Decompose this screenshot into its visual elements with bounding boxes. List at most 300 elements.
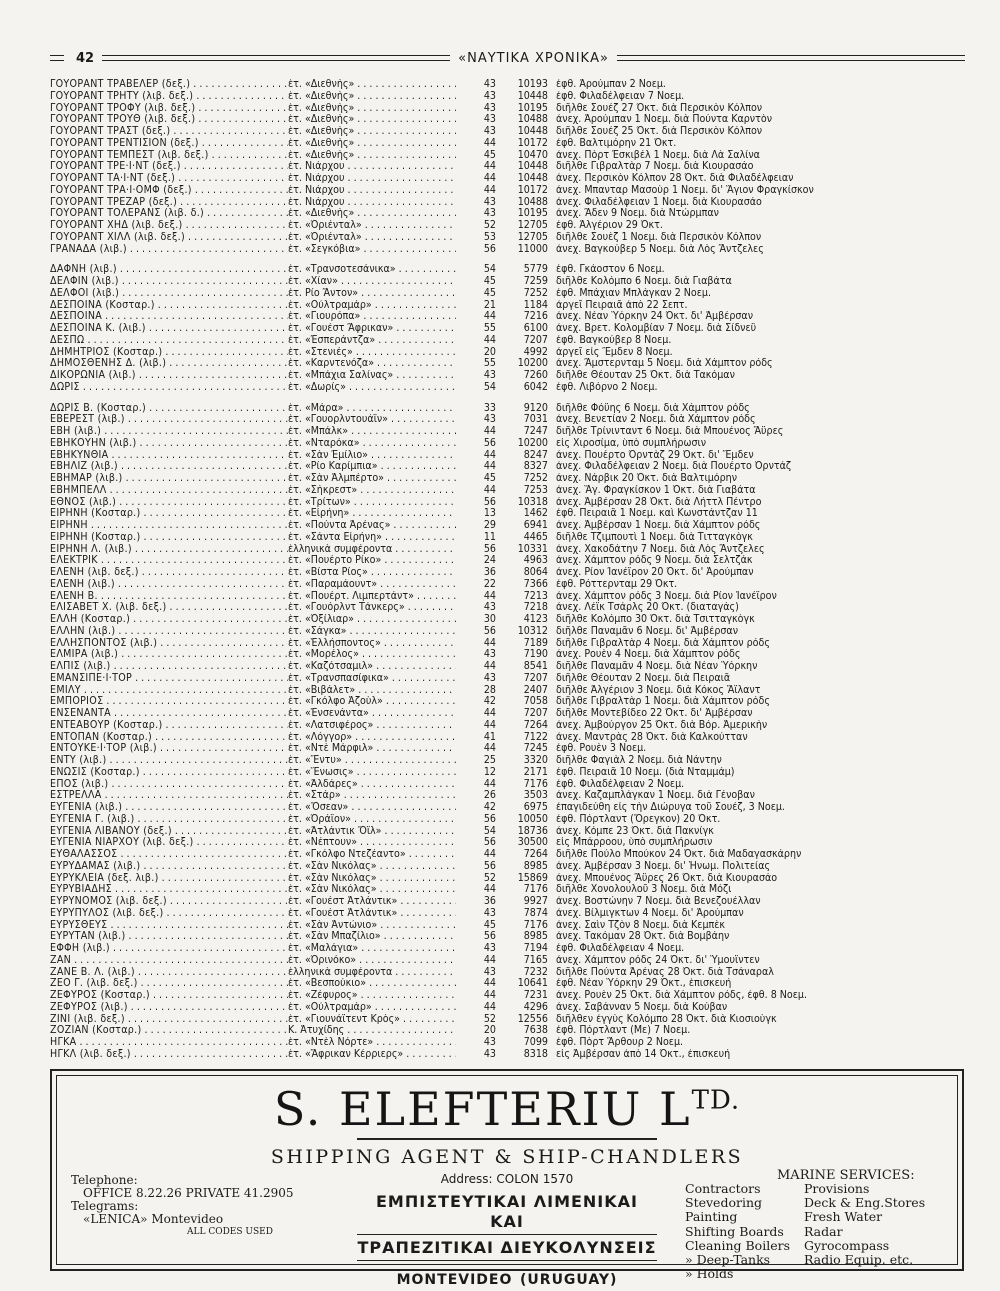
ship-register: 7207	[523, 333, 548, 346]
ship-owner: ἑτ. «Τρανσοτεσάνικα» . . .	[288, 264, 456, 276]
ship-tonnage: 43	[483, 942, 496, 954]
ship-owner: ἑτ. «Σεγκόβια» . . .	[288, 244, 456, 256]
ship-name: ΕΙΡΗΝΗ . . .	[50, 520, 288, 532]
ship-tonnage: 20	[483, 1024, 496, 1037]
ship-register: 9927	[523, 895, 548, 907]
ship-tonnage: 55	[483, 322, 496, 334]
company-name	[57, 1082, 957, 1136]
ship-movement: ἐφθ. Ἀρούμπαν 2 Νοεμ.	[556, 79, 666, 90]
ship-register: 7260	[523, 369, 548, 381]
city-line	[357, 1267, 657, 1289]
ship-register: 8985	[523, 859, 548, 872]
ship-tonnage: 43	[483, 207, 496, 220]
ship-movement: διῆλθε Σουέζ 25 Ὀκτ. διὰ Περσικὸν Κόλπον	[556, 126, 763, 137]
ship-movement: ἀνεχ. Ἀμβούργον 25 Ὀκτ. διὰ Βόρ. Ἀμερικὴν	[556, 719, 768, 731]
ship-tonnage: 54	[483, 263, 496, 276]
ship-tonnage: 44	[483, 977, 496, 990]
table-row	[50, 696, 965, 708]
table-row	[50, 591, 965, 603]
ship-tonnage: 44	[483, 425, 496, 437]
ship-tonnage: 43	[483, 113, 496, 126]
ship-tonnage: 44	[483, 483, 496, 496]
service-item: Stevedoring	[685, 1195, 762, 1211]
ship-movement: διῆλθε Θέουταν 2 Νοεμ. διὰ Πειραιᾶ	[556, 672, 731, 684]
services-left-column	[685, 1182, 790, 1281]
ship-name: ΕΝΤΟΥΚΕ·Ι·ΤΟΡ (λιβ.) . . .	[50, 743, 288, 755]
table-row	[50, 614, 965, 626]
service-item: Painting	[685, 1209, 738, 1225]
ship-name: ΕΥΓΕΝΙΑ ΝΙΑΡΧΟΥ (λιβ. δεξ.) . . .	[50, 837, 288, 849]
ship-tonnage: 56	[483, 836, 496, 849]
ship-name: ΓΟΥΟΡΑΝΤ ΤΡΕΖΑΡ (δεξ.) . . .	[50, 197, 288, 209]
ship-tonnage: 44	[483, 848, 496, 860]
table-row	[50, 732, 965, 744]
ship-register: 7252	[523, 472, 548, 484]
ship-movement: ἐφθ. Πόρτλαντ (Με) 7 Νοεμ.	[556, 1025, 691, 1037]
ship-movement: ἀνεχ. Βενετίαν 2 Νοεμ. διὰ Χάμπτον ρόδς	[556, 414, 756, 426]
ship-name: ΕΛΛΗΣΠΟΝΤΟΣ (λιβ.) . . .	[50, 638, 288, 650]
ship-tonnage: 44	[483, 636, 496, 649]
ship-name: ΕΙΡΗΝΗ (Κοσταρ.) . . .	[50, 508, 288, 520]
ship-name: ΕΜΑΝΣΙΠΕ·Ι·ΤΟΡ . . .	[50, 673, 288, 685]
table-row	[50, 673, 965, 685]
ship-register: 6941	[523, 519, 548, 531]
ship-movement: διῆλθε Παναμᾶν 4 Νοεμ. διὰ Νέαν Ὑόρκην	[556, 661, 758, 672]
ship-owner: ἑτ. «Διεθνὴς» . . .	[288, 91, 456, 103]
ship-movement: διῆλθε Φόϋης 6 Νοεμ. διὰ Χάμπτον ρόδς	[556, 402, 750, 414]
ship-owner: Κ. Ἀτυχίδης . . .	[288, 1025, 456, 1037]
table-row	[50, 626, 965, 638]
ship-owner: ἑτ. «Διεθνὴς» . . .	[288, 126, 456, 138]
ship-owner: ἑτ. «Στάρ» . . .	[288, 790, 456, 802]
ship-register: 1184	[523, 298, 548, 311]
ship-name: ΔΑΦΝΗ (λιβ.) . . .	[50, 264, 288, 276]
ship-name: ΕΙΡΗΝΗ (Κοσταρ.) . . .	[50, 532, 288, 544]
ship-owner: ἑτ. «Σὰν Ἀντώνιο» . . .	[288, 920, 456, 932]
ship-name: ΕΥΡΥΤΑΝ (λιβ.) . . .	[50, 931, 288, 943]
ship-tonnage: 56	[483, 930, 496, 943]
service-item: Shifting Boards	[685, 1223, 784, 1239]
ship-tonnage: 43	[483, 965, 496, 978]
page-number: 42	[76, 50, 95, 66]
ship-register: 10050	[517, 812, 548, 825]
ship-name: ΕΛΙΣΑΒΕΤ Χ. (λιβ. δεξ.) . . .	[50, 602, 288, 614]
ship-owner: ἑτ. «Σάγκα» . . .	[288, 626, 456, 638]
ship-name: ΔΩΡΙΣ . . .	[50, 382, 288, 394]
ship-tonnage: 13	[483, 507, 496, 520]
ship-name: ΕΜΠΟΡΙΟΣ . . .	[50, 696, 288, 708]
table-row	[50, 779, 965, 791]
ship-owner: ἑτ. «Βιβάλετ» . . .	[288, 685, 456, 697]
ship-register: 3320	[523, 754, 548, 766]
ship-owner: ἑτ. «Ρίο Καρίμπια» . . .	[288, 461, 456, 473]
table-row	[50, 161, 965, 173]
ship-name: ΔΙΚΟΡΩΝΙΑ (λιβ.) . . .	[50, 370, 288, 382]
ship-owner: ἑτ. «Ὄσεαν» . . .	[288, 802, 456, 814]
ship-name: ΕΥΘΑΛΑΣΣΟΣ . . .	[50, 849, 288, 861]
ship-name: ΓΟΥΟΡΑΝΤ ΤΡΑΒΕΛΕΡ (δεξ.) . . .	[50, 79, 288, 91]
ship-register: 10448	[517, 160, 548, 173]
ship-list	[50, 79, 965, 1061]
ship-movement: διῆλθεν ἐγγὺς Κολόμπο 28 Ὀκτ. διὰ Κιοσιοὺγκ	[556, 1013, 777, 1025]
ship-movement: ἀνεχ. Σαὶν Τζὸν 8 Νοεμ. διὰ Κεμπὲκ	[556, 919, 726, 931]
ship-owner: ἑτ. «Γουέστ Ἄφρικαν» . . .	[288, 323, 456, 335]
ship-name: ΕΥΓΕΝΙΑ (λιβ.) . . .	[50, 802, 288, 814]
ship-movement: ἀνεχ. Ἄμστερνταμ 5 Νοεμ. διὰ Χάμπτον ρόδς	[556, 358, 773, 370]
table-row	[50, 485, 965, 497]
ship-name: ΔΕΛΦΙΝ (λιβ.) . . .	[50, 276, 288, 288]
ship-register: 4123	[523, 613, 548, 625]
service-item: Contractors	[685, 1181, 761, 1196]
ship-register: 18736	[517, 824, 548, 837]
table-row	[50, 150, 965, 162]
ship-owner: ἑλληνικὰ συμφέροντα . . .	[288, 967, 456, 979]
table-row	[50, 579, 965, 591]
ship-movement: ἀνεχ. Φιλαδέλφειαν 2 Νοεμ. διὰ Πουέρτο Ὀρντάζ	[556, 461, 792, 473]
table-row	[50, 649, 965, 661]
ship-movement: ἀνεχ. Ἀμβέρσαν 3 Νοεμ. δι' Ἡνωμ. Πολιτείας	[556, 860, 771, 872]
header-rule-right	[617, 55, 965, 61]
ship-movement: ἀνεχ. Καζαμπλάγκαν 1 Νοεμ. διὰ Γένοβαν	[556, 790, 755, 802]
service-item: Fresh Water	[803, 1209, 883, 1225]
greek-line-2: ΤΡΑΠΕΖΙΤΙΚΑΙ ΔΙΕΥΚΟΛΥΝΣΕΙΣ	[357, 1238, 657, 1261]
ship-owner: ἑτ. «Σάντα Εἰρήνη» . . .	[288, 532, 456, 544]
ship-register: 7207	[523, 707, 548, 719]
ship-movement: ἀνεχ. Φιλαδέλφειαν 1 Νοεμ. διὰ Κιουρασάο	[556, 196, 762, 208]
ship-register: 7213	[523, 589, 548, 602]
service-item: » Holds	[685, 1266, 734, 1282]
table-row	[50, 1025, 965, 1037]
ship-name: ΖΕΟ Γ. (λιβ. δεξ.) . . .	[50, 978, 288, 990]
ship-tonnage: 22	[483, 577, 496, 590]
ship-name: ΕΥΓΕΝΙΑ ΛΙΒΑΝΟΥ (δεξ.) . . .	[50, 826, 288, 838]
ship-register: 7176	[523, 777, 548, 790]
ship-tonnage: 43	[483, 89, 496, 102]
table-row	[50, 814, 965, 826]
table-row	[50, 920, 965, 932]
ship-name: ΕΝΤΕΑΒΟΥΡ (Κοσταρ.) . . .	[50, 720, 288, 732]
ship-name: ΕΥΡΥΚΛΕΙΑ (δεξ. λιβ.) . . .	[50, 873, 288, 885]
ship-register: 10193	[517, 78, 548, 90]
ship-owner: ἑτ. «Μάρα» . . .	[288, 403, 456, 415]
table-row	[50, 497, 965, 509]
table-row	[50, 861, 965, 873]
table-row	[50, 473, 965, 485]
ship-name: ΕΒΗΚΟΥΗΝ (λιβ.) . . .	[50, 438, 288, 450]
ship-register: 10200	[517, 357, 548, 370]
ship-register: 7190	[523, 648, 548, 661]
service-item: Gyrocompass	[803, 1237, 890, 1253]
ship-register: 7264	[523, 848, 548, 860]
ship-name: ΗΓΚΑ . . .	[50, 1037, 288, 1049]
ship-owner: ἑτ. Ρίο Ἄντον» . . .	[288, 288, 456, 300]
ship-register: 7176	[523, 883, 548, 896]
table-row	[50, 138, 965, 150]
ship-owner: ἑτ. «Γουόρλντ Τάνκερς» . . .	[288, 602, 456, 614]
company-underline	[357, 1138, 657, 1140]
ship-name: ΕΦΦΗ (λιβ.) . . .	[50, 943, 288, 955]
ship-movement: ἐφθ. Πὸρτ Ἄρθουρ 2 Νοεμ.	[556, 1037, 684, 1048]
table-row	[50, 896, 965, 908]
ship-movement: διῆλθε Μοντεβίδεο 22 Ὀκτ. δι' Ἀμβέρσαν	[556, 708, 753, 719]
ship-owner: ἑτ. «Μπάλκ» . . .	[288, 426, 456, 438]
ship-movement: εἰς Μπάρροου, ὑπὸ συμπλήρωσιν	[556, 837, 713, 849]
table-row	[50, 197, 965, 209]
ship-movement: διῆλθε Παναμᾶν 6 Νοεμ. δι' Ἀμβέρσαν	[556, 625, 739, 637]
ship-tonnage: 20	[483, 345, 496, 358]
ship-owner: ἑτ. «Τρίτων» . . .	[288, 497, 456, 509]
ship-movement: ἐφθ. Πόρτλαντ (Ὄρεγκον) 20 Ὀκτ.	[556, 813, 721, 825]
ship-name: ΕΥΡΥΣΘΕΥΣ . . .	[50, 920, 288, 932]
ship-name: ΓΟΥΟΡΑΝΤ ΤΡΕ·Ι·ΝΤ (δεξ.) . . .	[50, 161, 288, 173]
ship-name: ΕΒΗΜΠΕΛΛ . . .	[50, 485, 288, 497]
ship-owner: ἑτ. Νιάρχου . . .	[288, 197, 456, 209]
ship-name: ΕΝΤΥ (λιβ.) . . .	[50, 755, 288, 767]
ship-name: ΔΕΛΦΟΙ (λιβ.) . . .	[50, 288, 288, 300]
ship-register: 10470	[517, 148, 548, 161]
telegrams-label: Telegrams:	[71, 1199, 139, 1213]
ship-movement: εἰς Χιροσίμα, ὑπὸ συμπλήρωσιν	[556, 437, 707, 449]
ship-movement: διῆλθε Γιβραλτὰρ 4 Νοεμ. διὰ Χάμπτον ρόδς	[556, 637, 770, 649]
service-item: Radar	[803, 1223, 843, 1239]
header-rule-middle	[102, 55, 450, 61]
ship-name: ΕΒΗΜΑΡ (λιβ.) . . .	[50, 473, 288, 485]
ship-name: ΓΟΥΟΡΑΝΤ ΤΡΟΦΥ (λιβ. δεξ.) . . .	[50, 103, 288, 115]
table-row	[50, 661, 965, 673]
ship-tonnage: 53	[483, 230, 496, 243]
table-row	[50, 414, 965, 426]
table-row	[50, 264, 965, 276]
ship-register: 4963	[523, 554, 548, 567]
ship-register: 10448	[517, 172, 548, 184]
ship-register: 7232	[523, 965, 548, 978]
company-suffix: TD.	[691, 1085, 741, 1116]
ship-register: 8541	[523, 660, 548, 672]
ship-movement: διῆλθε Τζιμπουτὶ 1 Νοεμ. διὰ Τιτταγκὸγκ	[556, 531, 753, 543]
ship-movement: ἐφθ. Φιλαδέλφειαν 7 Νοεμ.	[556, 90, 685, 102]
ship-movement: ἀνεχ. Λέϊκ Τσάρλς 20 Ὀκτ. (διαταγάς)	[556, 602, 739, 614]
ship-tonnage: 43	[483, 101, 496, 114]
ship-name: ΕΝΩΣΙΣ (Κοσταρ.) . . .	[50, 767, 288, 779]
ship-tonnage: 43	[483, 1047, 496, 1060]
ship-owner: ἑτ. «Ἐνσενάντα» . . .	[288, 708, 456, 720]
ship-name: ΕΛΕΝΗ (λιβ. δεξ.) . . .	[50, 567, 288, 579]
ship-movement: ἀνεχ. Πουέρτο Ὀρντὰζ 29 Ὀκτ. δι' Ἔμδεν	[556, 449, 754, 461]
table-row	[50, 508, 965, 520]
table-row	[50, 173, 965, 185]
table-row	[50, 708, 965, 720]
ship-owner: ἑτ. «Γουέστ Ἀτλάντικ» . . .	[288, 908, 456, 920]
ship-movement: ἐφθ. Νέαν Ὑόρκην 29 Ὀκτ., ἐπισκευή	[556, 978, 732, 990]
ship-register: 2407	[523, 683, 548, 696]
ship-register: 12705	[517, 230, 548, 243]
ship-tonnage: 52	[483, 1012, 496, 1025]
ship-tonnage: 45	[483, 472, 496, 484]
ship-owner: ἑτ. «Σὰν Νικόλας» . . .	[288, 884, 456, 896]
magazine-title: «ΝΑΥΤΙΚΑ ΧΡΟΝΙΚΑ»	[458, 50, 609, 66]
ship-tonnage: 42	[483, 801, 496, 813]
ship-name: ΔΕΣΠΟΙΝΑ . . .	[50, 311, 288, 323]
table-row	[50, 567, 965, 579]
ship-owner: ἑτ. «Σὰν Νικόλας» . . .	[288, 873, 456, 885]
table-row	[50, 1037, 965, 1049]
ship-tonnage: 43	[483, 601, 496, 614]
ship-register: 12705	[517, 219, 548, 231]
ship-register: 6975	[523, 801, 548, 813]
ship-tonnage: 45	[483, 286, 496, 299]
ship-name: ΕΠΟΣ (λιβ.) . . .	[50, 779, 288, 791]
ship-owner: ἑτ. «Διεθνὴς» . . .	[288, 79, 456, 91]
ship-register: 4465	[523, 530, 548, 543]
ship-tonnage: 44	[483, 742, 496, 755]
ship-register: 6100	[523, 322, 548, 334]
ship-owner: ἑτ. «Ζέφυρος» . . .	[288, 990, 456, 1002]
ship-tonnage: 30	[483, 613, 496, 625]
ship-tonnage: 43	[483, 125, 496, 137]
ship-owner: ἑτ. «Ὀράϊον» . . .	[288, 814, 456, 826]
ship-register: 7218	[523, 601, 548, 614]
ship-movement: ἀνεχ. Κόμπε 23 Ὀκτ. διὰ Πακνίγκ	[556, 825, 714, 837]
ship-movement: ἀνεχ. Σαβάνναν 5 Νοεμ. διὰ Κούβαν	[556, 1001, 728, 1013]
ship-owner: ἑτ. «Χίαν» . . .	[288, 276, 456, 288]
ship-register: 8064	[523, 566, 548, 578]
page-header	[50, 45, 965, 71]
table-row	[50, 103, 965, 115]
ship-register: 7264	[523, 718, 548, 731]
ship-owner: ἑλληνικὰ συμφέροντα . . .	[288, 544, 456, 556]
table-row	[50, 943, 965, 955]
ship-movement: ἀνεχ. Χακοδάτην 7 Νοεμ. διὰ Λὸς Ἄντζελες	[556, 543, 765, 555]
ship-name: ΖΕΦΥΡΟΣ (Κοσταρ.) . . .	[50, 990, 288, 1002]
ship-tonnage: 44	[483, 883, 496, 896]
ship-tonnage: 56	[483, 859, 496, 872]
ship-movement: ἀργεῖ εἰς Ἔμδεν 8 Νοεμ.	[556, 346, 673, 358]
ship-tonnage: 45	[483, 918, 496, 931]
ship-tonnage: 44	[483, 707, 496, 719]
ship-tonnage: 45	[483, 275, 496, 287]
table-row	[50, 931, 965, 943]
ship-tonnage: 12	[483, 765, 496, 778]
ship-register: 10195	[517, 101, 548, 114]
ship-owner: ἑτ. «Βίστα Ρίος» . . .	[288, 567, 456, 579]
ship-name: ΕΛΕΚΤΡΙΚ . . .	[50, 555, 288, 567]
ship-name: ΕΥΡΥΒΙΑΔΗΣ . . .	[50, 884, 288, 896]
ship-tonnage: 44	[483, 183, 496, 196]
ship-owner: ἑτ. «Ἀλδάρες» . . .	[288, 779, 456, 791]
ship-tonnage: 21	[483, 298, 496, 311]
ship-movement: ἀνεχ. Πὸρτ Ἐσκιβέλ 1 Νοεμ. διὰ Λὰ Σαλίνα	[556, 149, 760, 161]
ship-name: ΕΥΡΥΝΟΜΟΣ (λιβ. δεξ.) . . .	[50, 896, 288, 908]
ship-movement: ἀνεχ. Τακόμαν 28 Ὀκτ. διὰ Βομβάην	[556, 931, 730, 943]
ship-tonnage: 56	[483, 436, 496, 449]
ship-movement: ἀργεῖ Πειραιᾶ ἀπὸ 22 Σεπτ.	[556, 299, 688, 311]
ship-owner: ἑτ. «Διεθνὴς» . . .	[288, 138, 456, 150]
ship-register: 7253	[523, 483, 548, 496]
ship-tonnage: 43	[483, 413, 496, 426]
ship-name: ΕΘΝΟΣ (λιβ.) . . .	[50, 497, 288, 509]
ship-movement: ἐφθ. Φιλαδέλφειαν 2 Νοεμ.	[556, 778, 685, 790]
ship-register: 8247	[523, 448, 548, 461]
ship-tonnage: 56	[483, 624, 496, 637]
ship-owner: ἑτ. «Δωρίς» . . .	[288, 382, 456, 394]
ship-tonnage: 42	[483, 695, 496, 708]
table-row	[50, 382, 965, 394]
ship-register: 7165	[523, 953, 548, 966]
table-row	[50, 220, 965, 232]
ship-register: 4296	[523, 1000, 548, 1013]
services-list	[685, 1182, 960, 1281]
ship-owner: ἑτ. «Σὴκρεστ» . . .	[288, 485, 456, 497]
ship-name: ΕΥΡΥΔΑΜΑΣ (λιβ.) . . .	[50, 861, 288, 873]
ship-owner: ἑτ. «Παραμάουντ» . . .	[288, 579, 456, 591]
ship-movement: ἐφθ. Μπάχιαν Μπλάγκαν 2 Νοεμ.	[556, 287, 711, 299]
ship-tonnage: 44	[483, 1000, 496, 1013]
table-row	[50, 685, 965, 697]
ship-owner: ἑτ. «Γουορλντουάϊν» . . .	[288, 414, 456, 426]
ship-tonnage: 56	[483, 812, 496, 825]
table-row	[50, 978, 965, 990]
ship-owner: ἑτ. «Σὰν Ἀλμπέρτο» . . .	[288, 473, 456, 485]
ship-name: ΔΩΡΙΣ Β. (Κοσταρ.) . . .	[50, 403, 288, 415]
ship-movement: διῆλθε Σουέζ 27 Ὀκτ. διὰ Περσικὸν Κόλπον	[556, 102, 763, 114]
ship-movement: ἐφθ. Φιλαδέλφειαν 4 Νοεμ.	[556, 943, 685, 954]
table-row	[50, 884, 965, 896]
ship-movement: διῆλθε Τρίνινταντ 6 Νοεμ. διὰ Μπουένος Ἄϋρες	[556, 426, 784, 437]
ship-movement: ἐφθ. Βαγκούβερ 8 Νοεμ.	[556, 334, 672, 346]
ship-owner: ἑτ. «Ἐσπεράντζα» . . .	[288, 335, 456, 347]
advertisement	[50, 1069, 964, 1288]
ship-register: 8985	[523, 930, 548, 943]
table-row	[50, 311, 965, 323]
table-row	[50, 908, 965, 920]
ship-owner: ἑτ. «Ἕνωσις» . . .	[288, 767, 456, 779]
ship-name: ΔΗΜΗΤΡΙΟΣ (Κοσταρ.) . . .	[50, 347, 288, 359]
page	[50, 45, 965, 1061]
ship-tonnage: 54	[483, 380, 496, 393]
ship-register: 7216	[523, 310, 548, 323]
ship-tonnage: 44	[483, 172, 496, 184]
ship-owner: ἑτ. «Ὀρινόκο» . . .	[288, 955, 456, 967]
ship-name: ΗΓΚΛ (λιβ. δεξ.) . . .	[50, 1049, 288, 1061]
ship-register: 10488	[517, 113, 548, 126]
table-row	[50, 461, 965, 473]
ship-owner: ἑτ. «Μπάχια Σαλίνας» . . .	[288, 370, 456, 382]
table-row	[50, 91, 965, 103]
ship-tonnage: 36	[483, 566, 496, 578]
advertisement-frame	[56, 1075, 958, 1288]
table-row	[50, 1049, 965, 1061]
ship-name: ΓΟΥΟΡΑΝΤ ΤΡΗΤΥ (λιβ. δεξ.) . . .	[50, 91, 288, 103]
ship-name: ΔΗΜΟΣΘΕΝΗΣ Δ. (λιβ.) . . .	[50, 358, 288, 370]
company-subtitle: SHIPPING AGENT & SHIP-CHANDLERS	[270, 1146, 744, 1168]
ship-register: 7366	[523, 577, 548, 590]
ship-movement: ἀνεχ. Ἀμβέρσαν 1 Νοεμ. διὰ Χάμπτον ρόδς	[556, 520, 761, 531]
ship-movement: ἀνεχ. Χάμπτον ρόδς 9 Νοεμ. διὰ Σελτζάκ	[556, 555, 753, 567]
ship-owner: ἑτ. «Ὀριένταλ» . . .	[288, 220, 456, 232]
ship-name: ΕΛΕΝΗ (λιβ.) . . .	[50, 579, 288, 591]
table-row	[50, 438, 965, 450]
ship-register: 6042	[523, 380, 548, 393]
ship-owner: ἑτ. «Διεθνὴς» . . .	[288, 150, 456, 162]
ship-owner: ἑτ. «Ὀξίλιαρ» . . .	[288, 614, 456, 626]
telegrams-value: «LENICA» Montevideo	[83, 1212, 224, 1226]
ship-movement: ἀνεχ. Ἅγ. Φραγκίσκον 1 Ὀκτ. διὰ Γιαβάτα	[556, 484, 756, 496]
ship-register: 10312	[517, 624, 548, 637]
ship-movement: ἐφθ. Ἀλγέριον 29 Ὀκτ.	[556, 220, 663, 231]
ship-register: 7122	[523, 730, 548, 743]
ship-owner: ἑτ. «Καρντενόζα» . . .	[288, 358, 456, 370]
ship-owner: ἑτ. «Διεθνὴς» . . .	[288, 103, 456, 115]
